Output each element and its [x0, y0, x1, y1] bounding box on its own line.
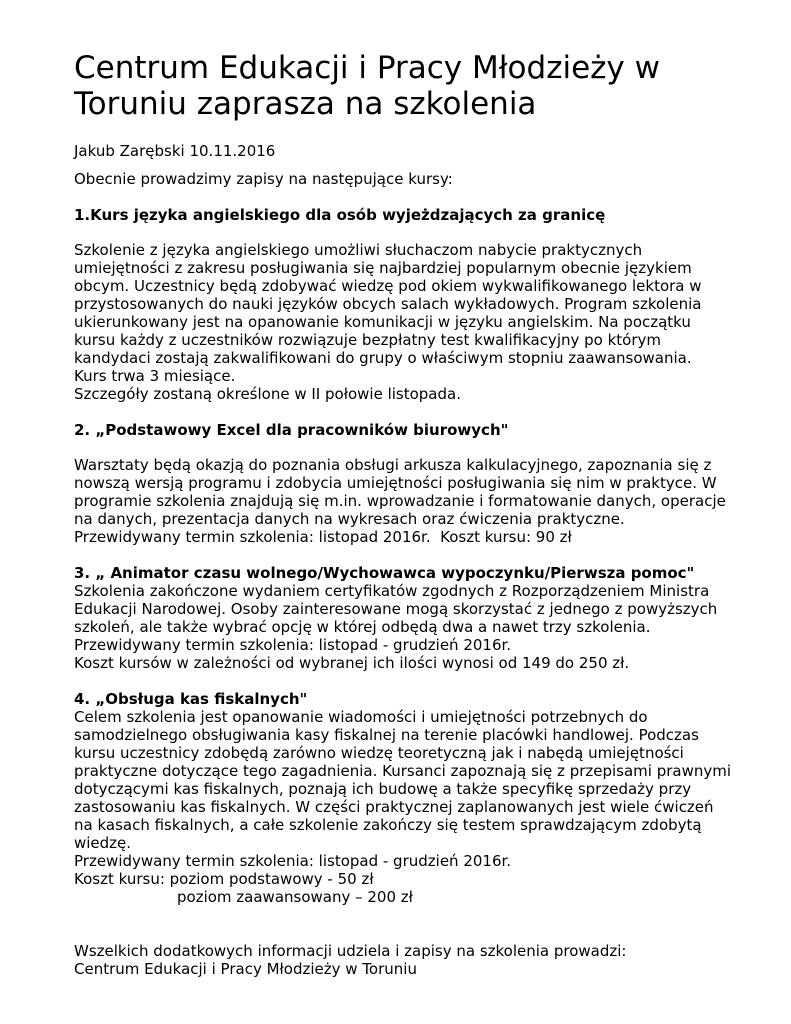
body-line: Szkolenia zakończone wydaniem certyfikatów zgodnych z Rozporządzeniem Ministra — [74, 582, 710, 600]
body-line: nowszą wersją programu i zdobycia umiejętności posługiwania się nim w praktyce. W — [74, 474, 717, 492]
body-line: praktyczne dotyczące tego zagadnienia. Kursanci zapoznają się z przepisami prawnymi — [74, 762, 732, 780]
course-2-heading: 2. „Podstawowy Excel dla pracowników biurowych" — [74, 421, 509, 439]
body-line: Przewidywany termin szkolenia: listopad - grudzień 2016r. — [74, 852, 512, 870]
advanced-price-line: poziom zaawansowany – 200 zł — [177, 888, 413, 906]
body-line: Szczegóły zostaną określone w II połowie listopada. — [74, 385, 461, 403]
body-line: ukierunkowany jest na opanowanie komunikacji w języku angielskim. Na początku — [74, 313, 691, 331]
body-line: samodzielnego obsługiwania kasy fiskalnej na terenie placówki handlowej. Podczas — [74, 726, 699, 744]
body-line: kursu uczestnicy zdobędą zarówno wiedzę teoretyczną jak i nabędą umiejętności — [74, 744, 684, 762]
body-line: zastosowaniu kas fiskalnych. W części praktycznej zaplanowanych jest wiele ćwiczeń — [74, 798, 714, 816]
course-3-body — [74, 582, 764, 672]
course-4-body — [74, 708, 764, 906]
body-line: Szkolenie z języka angielskiego umożliwi słuchaczom nabycie praktycznych — [74, 241, 643, 259]
body-line: na kasach fiskalnych, a całe szkolenie zakończy się testem sprawdzającym zdobytą — [74, 816, 702, 834]
body-line: obcym. Uczestnicy będą zdobywać wiedzę pod okiem wykwalifikowanego lektora w — [74, 277, 702, 295]
body-line: kursu każdy z uczestników rozwiązuje bezpłatny test kwalifikacyjny po którym — [74, 331, 661, 349]
body-line: Kurs trwa 3 miesiące. — [74, 367, 236, 385]
body-line: dotyczącymi kas fiskalnych, poznają ich budowę a także specyfikę sprzedaży przy — [74, 780, 692, 798]
body-line: kandydaci zostają zakwalifikowani do grupy o właściwym stopniu zaawansowania. — [74, 349, 692, 367]
document-title — [74, 50, 764, 122]
body-line: Przewidywany termin szkolenia: listopad 2016r. Koszt kursu: 90 zł — [74, 528, 572, 546]
body-line: Edukacji Narodowej. Osoby zainteresowane mogą skorzystać z jednego z powyższych — [74, 600, 718, 618]
title-line: Centrum Edukacji i Pracy Młodzieży w — [74, 50, 660, 86]
body-line: umiejętności z zakresu posługiwania się najbardziej popularnym obecnie językiem — [74, 259, 692, 277]
document-page — [74, 50, 764, 978]
course-4-heading: 4. „Obsługa kas fiskalnych" — [74, 690, 308, 708]
course-1-body — [74, 241, 764, 403]
body-line: Warsztaty będą okazją do poznania obsługi arkusza kalkulacyjnego, zapoznania się z — [74, 456, 712, 474]
course-1-heading: 1.Kurs języka angielskiego dla osób wyjeżdzających za granicę — [74, 206, 606, 224]
footer — [74, 942, 764, 978]
body-line: przystosowanych do nauki języków obcych salach wykładowych. Program szkolenia — [74, 295, 702, 313]
intro-text: Obecnie prowadzimy zapisy na następujące kursy: — [74, 170, 453, 188]
body-line: szkoleń, ale także wybrać opcję w której odbędą dwa a nawet trzy szkolenia. — [74, 618, 651, 636]
body-line: wiedzę. — [74, 834, 132, 852]
body-line: Przewidywany termin szkolenia: listopad - grudzień 2016r. — [74, 636, 512, 654]
title-line: Toruniu zaprasza na szkolenia — [74, 86, 537, 122]
body-line: Koszt kursu: poziom podstawowy - 50 zł — [74, 870, 374, 888]
footer-line: Centrum Edukacji i Pracy Młodzieży w Toruniu — [74, 960, 417, 978]
body-line: Koszt kursów w zależności od wybranej ich ilości wynosi od 149 do 250 zł. — [74, 654, 630, 672]
course-3-heading: 3. „ Animator czasu wolnego/Wychowawca wypoczynku/Pierwsza pomoc" — [74, 564, 695, 582]
course-2-body — [74, 456, 764, 546]
body-line: na danych, prezentacja danych na wykresach oraz ćwiczenia praktyczne. — [74, 510, 625, 528]
footer-line: Wszelkich dodatkowych informacji udziela i zapisy na szkolenia prowadzi: — [74, 942, 627, 960]
body-line: Celem szkolenia jest opanowanie wiadomości i umiejętności potrzebnych do — [74, 708, 648, 726]
byline: Jakub Zarębski 10.11.2016 — [74, 142, 276, 160]
body-line: programie szkolenia znajdują się m.in. wprowadzanie i formatowanie danych, operacje — [74, 492, 726, 510]
